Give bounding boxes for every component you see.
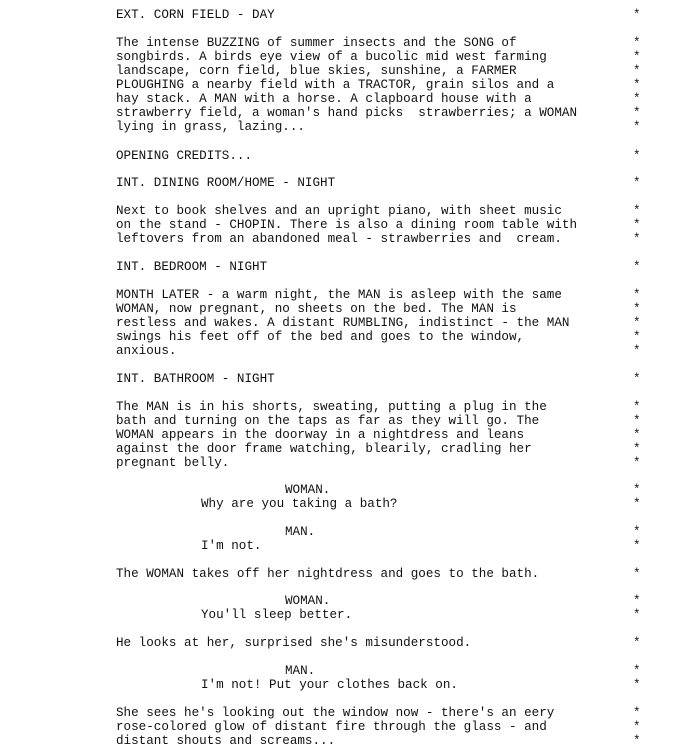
action-line: The MAN is in his shorts, sweating, putting a plug in the	[116, 400, 547, 414]
dialogue-line: I'm not.	[201, 539, 262, 553]
revision-asterisk: *	[633, 414, 641, 428]
action-line: WOMAN appears in the doorway in a nightdress and leans	[116, 428, 525, 442]
action-line: The WOMAN takes off her nightdress and goes to the bath.	[116, 567, 540, 581]
action-line: anxious.	[116, 344, 177, 358]
revision-asterisk: *	[633, 539, 641, 553]
action-line: He looks at her, surprised she's misunderstood.	[116, 636, 472, 650]
revision-asterisk: *	[633, 456, 641, 470]
action-line: hay stack. A MAN with a horse. A clapboard house with a	[116, 92, 532, 106]
action-line: rose-colored glow of distant fire through the glass - and	[116, 720, 547, 734]
revision-asterisk: *	[633, 664, 641, 678]
revision-asterisk: *	[633, 442, 641, 456]
revision-asterisk: *	[633, 678, 641, 692]
revision-asterisk: *	[633, 260, 641, 274]
revision-asterisk: *	[633, 78, 641, 92]
character-cue: MAN.	[285, 525, 316, 539]
action-line: OPENING CREDITS...	[116, 149, 253, 163]
action-line: WOMAN, now pregnant, no sheets on the bed. The MAN is	[116, 302, 517, 316]
revision-asterisk: *	[633, 302, 641, 316]
action-line: restless and wakes. A distant RUMBLING, indistinct - the MAN	[116, 316, 570, 330]
revision-asterisk: *	[633, 204, 641, 218]
character-cue: WOMAN.	[285, 483, 331, 497]
character-cue: MAN.	[285, 664, 316, 678]
action-line: EXT. CORN FIELD - DAY	[116, 8, 275, 22]
revision-asterisk: *	[633, 218, 641, 232]
revision-asterisk: *	[633, 594, 641, 608]
revision-asterisk: *	[633, 120, 641, 134]
revision-asterisk: *	[633, 232, 641, 246]
revision-asterisk: *	[633, 64, 641, 78]
dialogue-line: You'll sleep better.	[201, 608, 353, 622]
action-line: songbirds. A birds eye view of a bucolic mid west farming	[116, 50, 547, 64]
revision-asterisk: *	[633, 106, 641, 120]
dialogue-line: Why are you taking a bath?	[201, 497, 398, 511]
action-line: swings his feet off of the bed and goes to the window,	[116, 330, 525, 344]
revision-asterisk: *	[633, 497, 641, 511]
action-line: INT. DINING ROOM/HOME - NIGHT	[116, 176, 336, 190]
action-line: She sees he's looking out the window now - there's an eery	[116, 706, 555, 720]
action-line: MONTH LATER - a warm night, the MAN is asleep with the same	[116, 288, 562, 302]
revision-asterisk: *	[633, 483, 641, 497]
action-line: strawberry field, a woman's hand picks strawberries; a WOMAN	[116, 106, 578, 120]
dialogue-line: I'm not! Put your clothes back on.	[201, 678, 458, 692]
action-line: INT. BATHROOM - NIGHT	[116, 372, 275, 386]
character-cue: WOMAN.	[285, 594, 331, 608]
revision-asterisk: *	[633, 567, 641, 581]
revision-asterisk: *	[633, 372, 641, 386]
revision-asterisk: *	[633, 8, 641, 22]
revision-asterisk: *	[633, 400, 641, 414]
revision-asterisk: *	[633, 92, 641, 106]
revision-asterisk: *	[633, 608, 641, 622]
revision-asterisk: *	[633, 330, 641, 344]
action-line: bath and turning on the taps as far as they will go. The	[116, 414, 540, 428]
action-line: pregnant belly.	[116, 456, 230, 470]
action-line: Next to book shelves and an upright piano, with sheet music	[116, 204, 562, 218]
revision-asterisk: *	[633, 720, 641, 734]
revision-asterisk: *	[633, 734, 641, 748]
action-line: against the door frame watching, blearily, cradling her	[116, 442, 532, 456]
revision-asterisk: *	[633, 636, 641, 650]
revision-asterisk: *	[633, 288, 641, 302]
action-line: landscape, corn field, blue skies, sunshine, a FARMER	[116, 64, 517, 78]
action-line: leftovers from an abandoned meal - strawberries and cream.	[116, 232, 562, 246]
revision-asterisk: *	[633, 706, 641, 720]
revision-asterisk: *	[633, 36, 641, 50]
action-line: INT. BEDROOM - NIGHT	[116, 260, 268, 274]
revision-asterisk: *	[633, 428, 641, 442]
action-line: distant shouts and screams...	[116, 734, 336, 748]
revision-asterisk: *	[633, 149, 641, 163]
revision-asterisk: *	[633, 50, 641, 64]
action-line: The intense BUZZING of summer insects and the SONG of	[116, 36, 517, 50]
action-line: on the stand - CHOPIN. There is also a dining room table with	[116, 218, 578, 232]
revision-asterisk: *	[633, 316, 641, 330]
revision-asterisk: *	[633, 176, 641, 190]
action-line: lying in grass, lazing...	[116, 120, 305, 134]
action-line: PLOUGHING a nearby field with a TRACTOR, grain silos and a	[116, 78, 555, 92]
revision-asterisk: *	[633, 525, 641, 539]
revision-asterisk: *	[633, 344, 641, 358]
